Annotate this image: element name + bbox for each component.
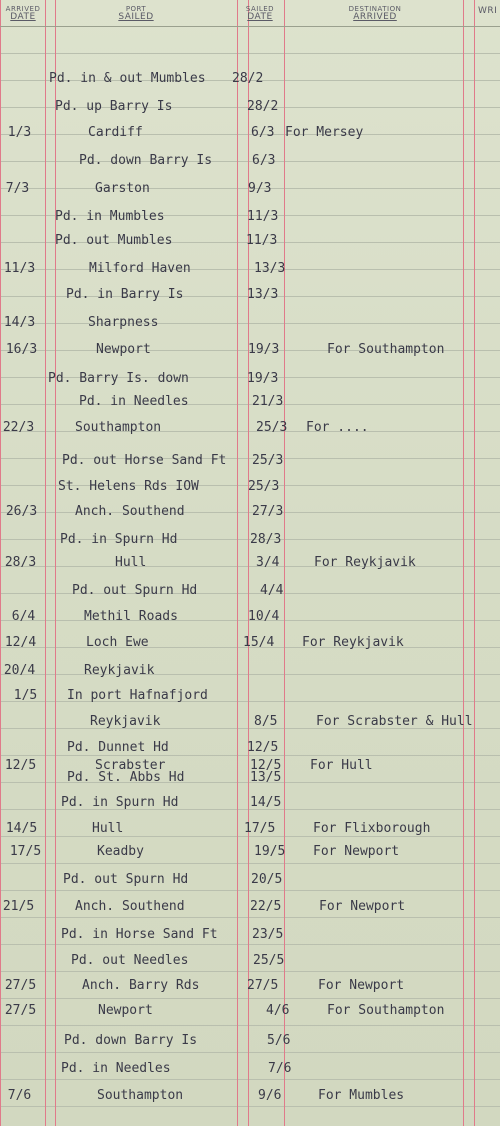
table-row [0, 230, 500, 252]
port-name: Reykjavik [90, 714, 161, 729]
table-row [0, 580, 500, 602]
arrived-date: 20/4 [3, 663, 36, 678]
table-row [0, 68, 500, 90]
destination: For Newport [319, 899, 406, 914]
destination: For Southampton [327, 342, 445, 357]
table-row [0, 122, 500, 144]
port-name: In port Hafnafjord [67, 688, 208, 703]
port-name: Pd. down Barry Is [79, 153, 213, 168]
table-row [0, 178, 500, 200]
table-row [0, 391, 500, 413]
table-row [0, 1058, 500, 1080]
sailed-date: 15/4 [243, 635, 275, 650]
port-name: Pd. out Spurn Hd [63, 872, 189, 887]
port-name: Pd. down Barry Is [64, 1033, 198, 1048]
table-row [0, 206, 500, 228]
sailed-date: 25/3 [256, 420, 288, 435]
destination: For Hull [310, 758, 373, 773]
table-row [0, 792, 500, 814]
arrived-date: 28/3 [4, 555, 37, 570]
port-name: Anch. Southend [75, 899, 185, 914]
sailed-date: 11/3 [246, 233, 278, 248]
table-row [0, 552, 500, 574]
header-text: SAILED [118, 12, 154, 22]
table-row [0, 476, 500, 498]
header-text: WRI [478, 6, 498, 16]
table-row [0, 1000, 500, 1022]
header-text: DATE [10, 12, 36, 22]
arrived-date: 12/5 [4, 758, 37, 773]
table-row [0, 685, 500, 707]
header-text: ARRIVED [353, 12, 397, 22]
arrived-date: 1/5 [13, 688, 38, 703]
table-row [0, 660, 500, 682]
sailed-date: 27/3 [252, 504, 284, 519]
port-name: Pd. out Horse Sand Ft [62, 453, 227, 468]
port-name: Anch. Southend [75, 504, 185, 519]
port-name: Garston [95, 181, 150, 196]
header-underline [0, 26, 500, 27]
port-name: Pd. Dunnet Hd [67, 740, 169, 755]
port-name: Pd. in Spurn Hd [60, 532, 178, 547]
sailed-date: 6/3 [251, 125, 275, 140]
table-row [0, 841, 500, 863]
sailed-date: 25/3 [248, 479, 280, 494]
table-row [0, 818, 500, 840]
table-row [0, 1030, 500, 1052]
sailed-date: 19/5 [254, 844, 286, 859]
ruled-line [0, 1025, 500, 1026]
sailed-date: 3/4 [256, 555, 280, 570]
port-name: Newport [98, 1003, 153, 1018]
port-name: St. Helens Rds IOW [58, 479, 199, 494]
header-destination-arrived [330, 6, 420, 22]
destination: For Mumbles [318, 1088, 405, 1103]
port-name: Southampton [97, 1088, 184, 1103]
sailed-date: 9/6 [258, 1088, 282, 1103]
sailed-date: 25/5 [253, 953, 285, 968]
header-text: DESTINATION [348, 5, 402, 13]
port-name: Pd. in Spurn Hd [61, 795, 179, 810]
arrived-date: 17/5 [9, 844, 42, 859]
arrived-date: 12/4 [4, 635, 37, 650]
sailed-date: 21/3 [252, 394, 284, 409]
port-name: Pd. in Needles [79, 394, 189, 409]
arrived-date: 7/3 [5, 181, 30, 196]
table-row [0, 711, 500, 733]
sailed-date: 12/5 [250, 758, 282, 773]
table-row [0, 258, 500, 280]
destination: For Mersey [285, 125, 364, 140]
header-wri [478, 8, 500, 15]
port-name: Sharpness [88, 315, 159, 330]
table-row [0, 368, 500, 390]
header-text: DATE [247, 12, 273, 22]
destination: For Scrabster & Hull [316, 714, 473, 729]
sailed-date: 4/6 [266, 1003, 290, 1018]
sailed-date: 14/5 [250, 795, 282, 810]
sailed-date: 25/3 [252, 453, 284, 468]
table-row [0, 975, 500, 997]
table-row [0, 312, 500, 334]
sailed-date: 28/2 [247, 99, 279, 114]
arrived-date: 27/5 [4, 1003, 37, 1018]
table-row [0, 150, 500, 172]
arrived-date: 7/6 [7, 1088, 32, 1103]
sailed-date: 28/3 [250, 532, 282, 547]
ruled-line [0, 1052, 500, 1053]
arrived-date: 1/3 [7, 125, 32, 140]
arrived-date: 14/3 [3, 315, 36, 330]
sailed-date: 9/3 [248, 181, 272, 196]
sailed-date: 19/3 [248, 342, 280, 357]
port-name: Hull [92, 821, 124, 836]
port-name: Pd. Barry Is. down [48, 371, 189, 386]
header-text: ARRIVED [5, 5, 41, 13]
table-row [0, 501, 500, 523]
port-name: Pd. in Needles [61, 1061, 171, 1076]
destination: For Flixborough [313, 821, 431, 836]
sailed-date: 23/5 [252, 927, 284, 942]
table-row [0, 284, 500, 306]
arrived-date: 11/3 [3, 261, 36, 276]
port-name: Pd. in Barry Is [66, 287, 184, 302]
arrived-date: 21/5 [2, 899, 35, 914]
table-row [0, 96, 500, 118]
port-name: Methil Roads [84, 609, 178, 624]
destination: For Newport [313, 844, 400, 859]
port-name: Pd. in Mumbles [55, 209, 165, 224]
arrived-date: 6/4 [11, 609, 36, 624]
port-name: Newport [96, 342, 151, 357]
port-name: Anch. Barry Rds [82, 978, 200, 993]
table-row [0, 869, 500, 891]
sailed-date: 8/5 [254, 714, 278, 729]
arrived-date: 26/3 [5, 504, 38, 519]
table-row [0, 950, 500, 972]
arrived-date: 14/5 [5, 821, 38, 836]
sailed-date: 17/5 [244, 821, 276, 836]
sailed-date: 10/4 [248, 609, 280, 624]
destination: For Newport [318, 978, 405, 993]
sailed-date: 13/3 [247, 287, 279, 302]
table-row [0, 450, 500, 472]
port-name: Pd. out Mumbles [55, 233, 173, 248]
ruled-line [0, 863, 500, 864]
sailed-date: 28/2 [232, 71, 264, 86]
port-name: Pd. out Spurn Hd [72, 583, 198, 598]
port-name: Scrabster [95, 758, 166, 773]
ruled-line [0, 53, 500, 54]
destination: For Southampton [327, 1003, 445, 1018]
header-sailed-date [239, 6, 281, 22]
sailed-date: 4/4 [260, 583, 284, 598]
header-text: PORT [125, 5, 147, 13]
port-name: Pd. up Barry Is [55, 99, 173, 114]
destination: For Reykjavik [302, 635, 404, 650]
port-name: Pd. in Horse Sand Ft [61, 927, 218, 942]
sailed-date: 7/6 [268, 1061, 292, 1076]
table-row [0, 767, 500, 789]
header-text: SAILED [245, 5, 275, 13]
port-name: Hull [115, 555, 147, 570]
header-port-sailed [96, 6, 176, 22]
port-name: Loch Ewe [86, 635, 149, 650]
sailed-date: 22/5 [250, 899, 282, 914]
destination: For Reykjavik [314, 555, 416, 570]
table-row [0, 417, 500, 439]
header-arrived-date [2, 6, 44, 22]
sailed-date: 6/3 [252, 153, 276, 168]
port-name: Cardiff [88, 125, 143, 140]
table-row [0, 529, 500, 551]
sailed-date: 20/5 [251, 872, 283, 887]
table-row [0, 632, 500, 654]
port-name: Keadby [97, 844, 144, 859]
sailed-date: 11/3 [247, 209, 279, 224]
sailed-date: 13/3 [254, 261, 286, 276]
table-row [0, 339, 500, 361]
ruled-line [0, 998, 500, 999]
sailed-date: 12/5 [247, 740, 279, 755]
sailed-date: 5/6 [267, 1033, 291, 1048]
arrived-date: 27/5 [4, 978, 37, 993]
port-name: Pd. St. Abbs Hd [67, 770, 185, 785]
table-row [0, 924, 500, 946]
port-name: Pd. in & out Mumbles [49, 71, 206, 86]
port-name: Pd. out Needles [71, 953, 189, 968]
port-name: Southampton [75, 420, 162, 435]
destination: For .... [306, 420, 369, 435]
port-name: Reykjavik [84, 663, 155, 678]
arrived-date: 22/3 [2, 420, 35, 435]
port-name: Milford Haven [89, 261, 191, 276]
table-row [0, 606, 500, 628]
table-row [0, 896, 500, 918]
sailed-date: 19/3 [247, 371, 279, 386]
arrived-date: 16/3 [5, 342, 38, 357]
sailed-date: 27/5 [247, 978, 279, 993]
sailed-date: 13/5 [250, 770, 282, 785]
table-row [0, 1085, 500, 1107]
